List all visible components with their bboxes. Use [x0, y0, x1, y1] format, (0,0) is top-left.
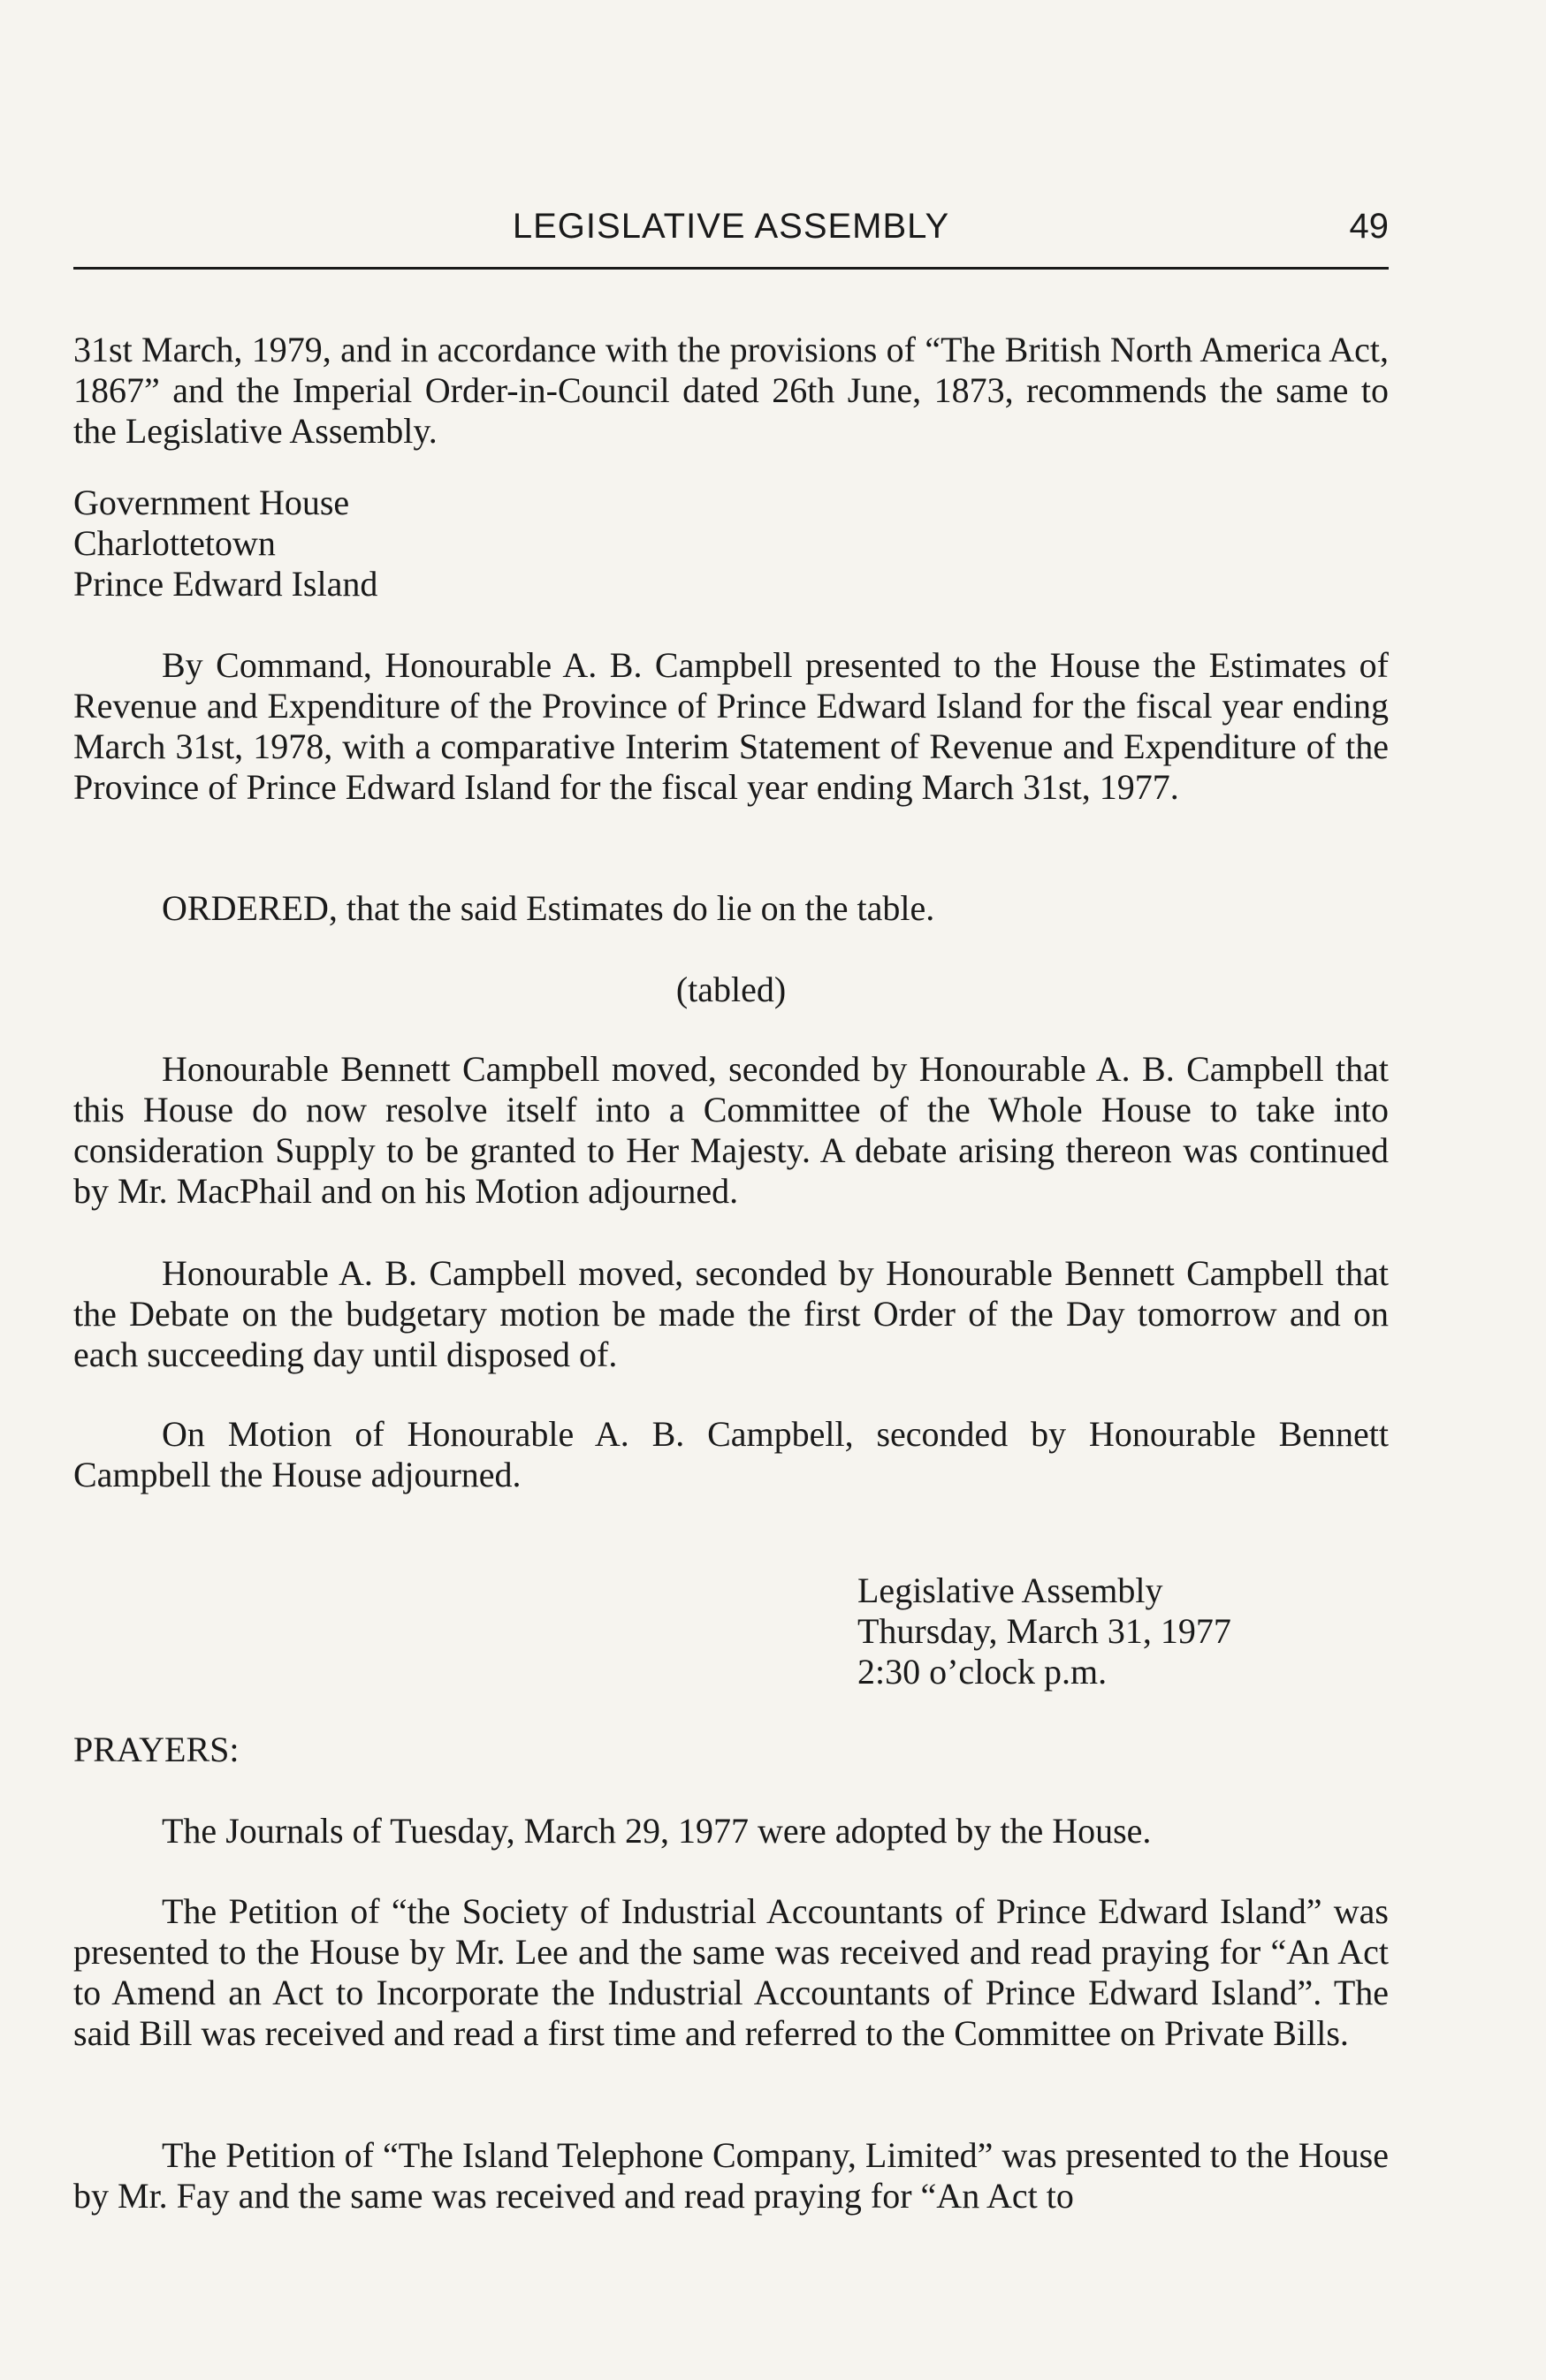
telephone-petition-paragraph [73, 2135, 1389, 2217]
page-header [73, 202, 1389, 253]
address-block [73, 483, 1389, 605]
accountants-petition-text: The Petition of “the Society of Industrial Accountants of Prince Edward Island” was presented to the House by Mr. Lee and the same was received and read praying for “An Act to Amend an Act to Incorporate the Industrial Accountants of Prince Edward Island”. The said Bill was received and read a first time and referred to the Committee on Private Bills. [73, 1891, 1389, 2053]
address-line-3: Prince Edward Island [73, 564, 378, 604]
adjourned-text: On Motion of Honourable A. B. Campbell, seconded by Honourable Bennett Campbell the House adjourned. [73, 1414, 1389, 1494]
command-paragraph [73, 645, 1389, 808]
document-page [73, 0, 1389, 2380]
debate-motion-paragraph [73, 1253, 1389, 1375]
supply-motion-text: Honourable Bennett Campbell moved, seconded by Honourable A. B. Campbell that this House do now resolve itself into a Committee of the Whole House to take into consideration Supply to be granted to Her Majesty. A debate arising thereon was continued by Mr. MacPhail and on his Motion adjourned. [73, 1049, 1389, 1211]
prayers-text: PRAYERS: [73, 1730, 240, 1769]
sitting-line-2: Thursday, March 31, 1977 [857, 1611, 1231, 1651]
supply-motion-paragraph [73, 1049, 1389, 1212]
command-text: By Command, Honourable A. B. Campbell presented to the House the Estimates of Revenue and Expenditure of the Province of Prince Edward Island for the fiscal year ending March 31st, 1978, with a comparative Interim Statement of Revenue and Expenditure of the Province of Prince Edward Island for the fiscal year ending March 31st, 1977. [73, 645, 1389, 807]
debate-motion-text: Honourable A. B. Campbell moved, seconded by Honourable Bennett Campbell that the Debate on the budgetary motion be made the first Order of the Day tomorrow and on each succeeding day until disposed of. [73, 1253, 1389, 1374]
address-line-2: Charlottetown [73, 523, 276, 563]
journals-paragraph [73, 1811, 1389, 1852]
running-head: LEGISLATIVE ASSEMBLY [512, 207, 950, 246]
ordered-text: ORDERED, that the said Estimates do lie on the table. [162, 888, 935, 928]
header-rule [73, 267, 1389, 270]
ordered-paragraph [73, 888, 1389, 929]
sitting-line-1: Legislative Assembly [857, 1570, 1163, 1610]
prayers-heading [73, 1730, 1389, 1770]
sitting-line-3: 2:30 o’clock p.m. [857, 1652, 1108, 1692]
accountants-petition-paragraph [73, 1891, 1389, 2054]
page-number: 49 [1349, 207, 1389, 246]
continuation-paragraph [73, 330, 1389, 452]
tabled-note [73, 969, 1389, 1010]
continuation-text: 31st March, 1979, and in accordance with the provisions of “The British North America Act, 1867” and the Imperial Order-in-Council dated 26th June, 1873, recommends the same to the Legislative Assembly. [73, 330, 1389, 451]
journals-text: The Journals of Tuesday, March 29, 1977 were adopted by the House. [162, 1811, 1152, 1851]
address-line-1: Government House [73, 483, 350, 522]
adjourned-paragraph [73, 1414, 1389, 1495]
telephone-petition-text: The Petition of “The Island Telephone Company, Limited” was presented to the House by Mr. Fay and the same was received and read praying for “An Act to [73, 2135, 1389, 2216]
sitting-block [857, 1570, 1231, 1692]
tabled-text: (tabled) [675, 969, 787, 1009]
